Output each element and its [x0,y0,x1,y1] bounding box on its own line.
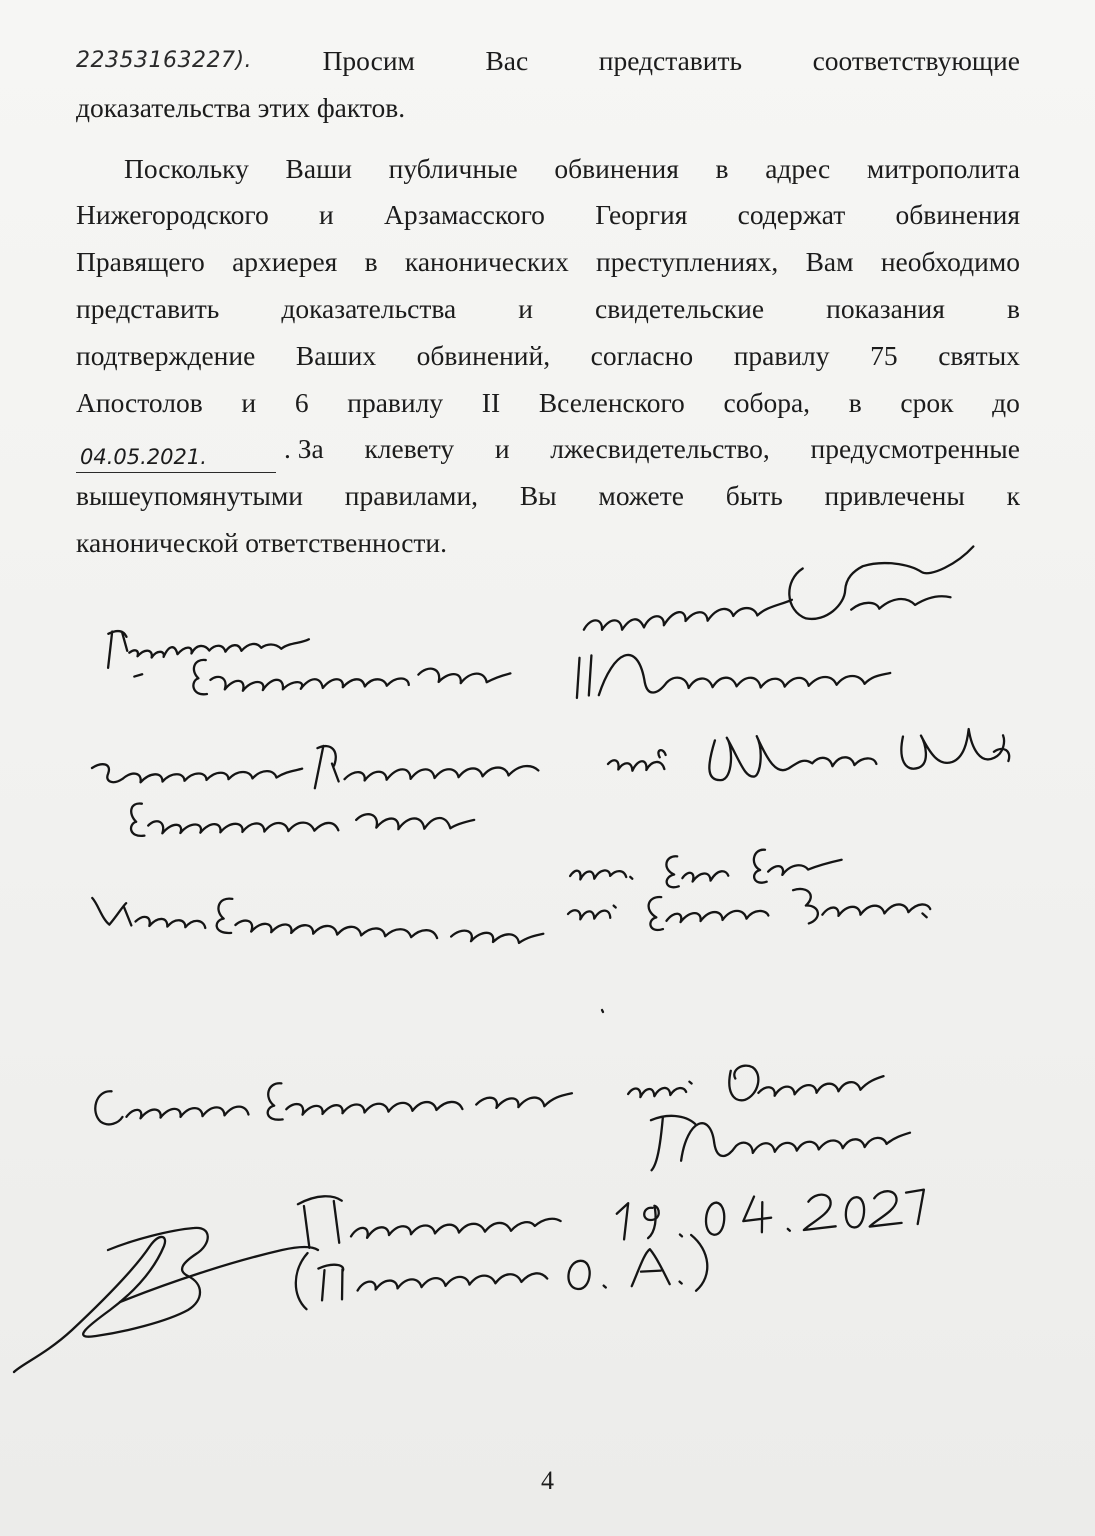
word: правилу [733,339,830,371]
handwritten-role-deputy-court [131,798,475,836]
word: Георгия [595,199,688,231]
word: публичные [388,152,518,184]
word: канонических [404,246,569,278]
word: обвинения [895,199,1020,231]
word: содержат [737,199,846,231]
word: соответствующие [812,45,1020,76]
word: и [518,292,533,324]
text-line: доказательства этих фактов. [76,91,406,123]
line-1 [76,38,1020,85]
word: до [992,386,1020,418]
receipt-note [14,1188,926,1372]
word: вышеупомянутыми [76,480,303,512]
signature-row-chairman [106,547,979,698]
word: привлечены [824,480,965,512]
word: Правящего [76,246,205,278]
word: 75 [870,339,898,371]
paragraph-gap [76,132,1020,146]
word: согласно [590,339,694,371]
word: показания [826,292,945,324]
word: можете [598,480,684,512]
word: клевету [364,433,455,465]
para2-line-1 [76,146,1020,193]
word: правилами, [344,480,479,512]
para2-line-4 [76,286,1020,333]
handwritten-role-chairman [106,621,310,668]
word: представить [76,292,220,324]
signature-member-first [569,846,842,893]
signature-chairman-surname [575,645,890,698]
signature-row-members [91,846,930,944]
word: срок [900,386,954,418]
word: доказательства [281,292,457,324]
handwritten-receipt-date [616,1188,925,1240]
word: . За [284,433,324,465]
word: свидетельские [594,292,765,324]
word: лжесвидетельство, [550,433,770,465]
page-number: 4 [541,1466,554,1495]
word: адрес [765,152,831,184]
word: собора, [723,386,811,418]
para2-line-7 [76,426,1020,473]
word: святых [938,339,1020,371]
para2-line-5 [76,333,1020,380]
signature-member-second [567,882,930,936]
deadline-date-field: 04.05.2021. [76,442,276,473]
signature-secretary-surname [649,1103,911,1170]
case-number-ref: 22353163227). [76,48,253,73]
word: Вселенского [538,386,685,418]
para2-line-6 [76,380,1020,427]
signature-deputy [607,723,1010,786]
word: правилу [347,386,444,418]
handwritten-role-secretary [95,1073,573,1126]
word: и [241,386,257,418]
word: необходимо [880,246,1020,278]
word: Апостолов [76,386,203,418]
word: в [1006,292,1020,324]
word: Ваши [285,152,352,184]
signature-row-secretary [95,1056,912,1170]
word: и [319,199,334,231]
word: обвинений, [416,339,551,371]
word: Вы [519,480,557,512]
para2-line-2 [76,192,1020,239]
word: Поскольку [124,152,249,184]
word: подтверждение [76,339,256,371]
word: II [481,386,501,418]
letter-body [76,38,1020,567]
word: архиерея [232,246,338,278]
handwritten-role-deputy [92,738,539,796]
word: Нижегородского [76,199,269,231]
receipt-scribble [14,1228,318,1372]
handwritten-role-members [91,894,544,944]
handwritten-role-chairman-court [134,649,511,696]
word: Вас [485,45,529,76]
word: 6 [294,386,309,418]
stray-mark [602,1010,603,1012]
word: в [364,246,378,278]
word: преступлениях, [595,246,779,278]
line-2 [76,85,1020,132]
word: и [494,433,510,465]
word: Арзамасского [384,199,545,231]
para2-line-9 [76,520,1020,567]
handwritten-received [298,1188,562,1248]
word: в [848,386,862,418]
signature-row-deputy [92,723,1010,836]
word: в [715,152,729,184]
word: Вам [805,246,854,278]
signature-secretary [627,1056,885,1108]
word: к [1006,480,1020,512]
text-line: канонической ответственности. [76,526,448,558]
para2-line-3 [76,239,1020,286]
deadline-group [76,426,324,473]
word: быть [725,480,783,512]
word: Просим [322,45,415,76]
word: представить [598,45,743,76]
handwritten-receipt-name [294,1232,708,1311]
word: митрополита [866,152,1020,184]
word: предусмотренные [810,433,1020,465]
para2-line-8 [76,473,1020,520]
word: Ваших [295,339,377,371]
word: обвинения [554,152,679,184]
